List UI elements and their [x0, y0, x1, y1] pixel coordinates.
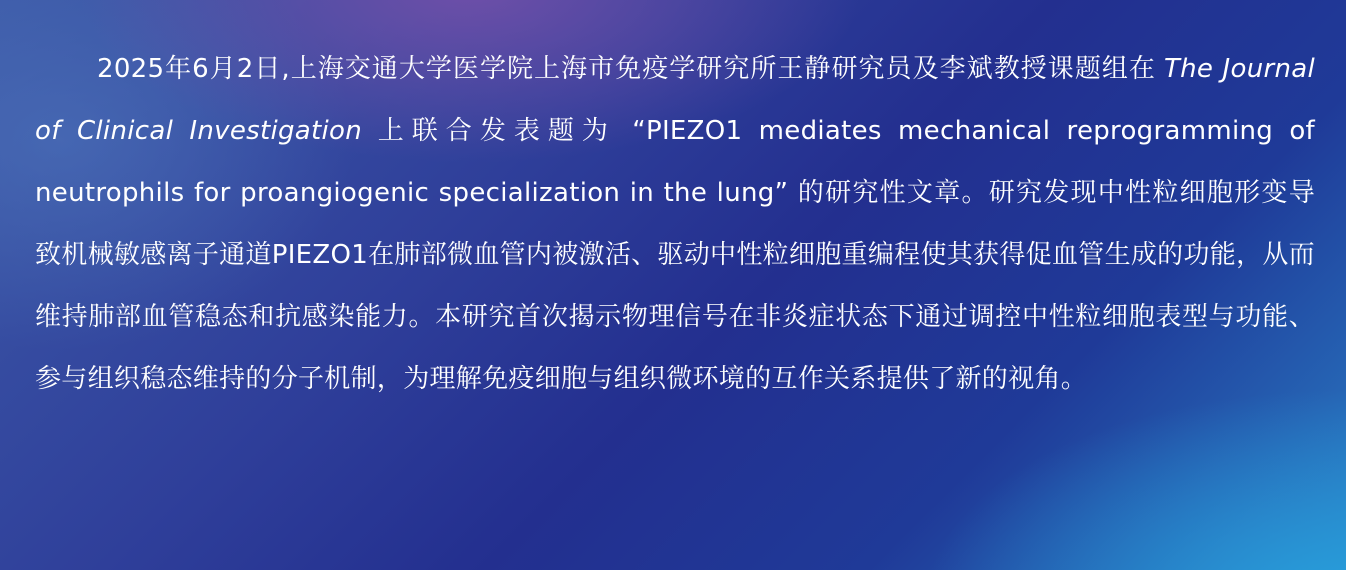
paragraph-lead-text: 2025年6月2日,上海交通大学医学院上海市免疫学研究所王静研究员及李斌教授课题组在 [97, 54, 1156, 84]
journal-name: The Journal of Clinical Investigation [35, 54, 1315, 146]
article-text-block [35, 38, 1315, 410]
paragraph-body-text: 上联合发表题为 “PIEZO1 mediates mechanical reprogramming of neutrophils for proangiogenic specialization in the lung” 的研究性文章。研究发现中性粒细胞形变导致机械敏感离子通道PIEZO1在肺部微血管内被激活、驱动中性粒细胞重编程使其获得促血管生成的功能，从而维持肺部血管稳态和抗感染能力。本研究首次揭示物理信号在非炎症状态下通过调控中性粒细胞表型与功能、参与组织稳态维持的分子机制，为理解免疫细胞与组织微环境的互作关系提供了新的视角。 [35, 116, 1316, 394]
article-paragraph [35, 38, 1315, 410]
